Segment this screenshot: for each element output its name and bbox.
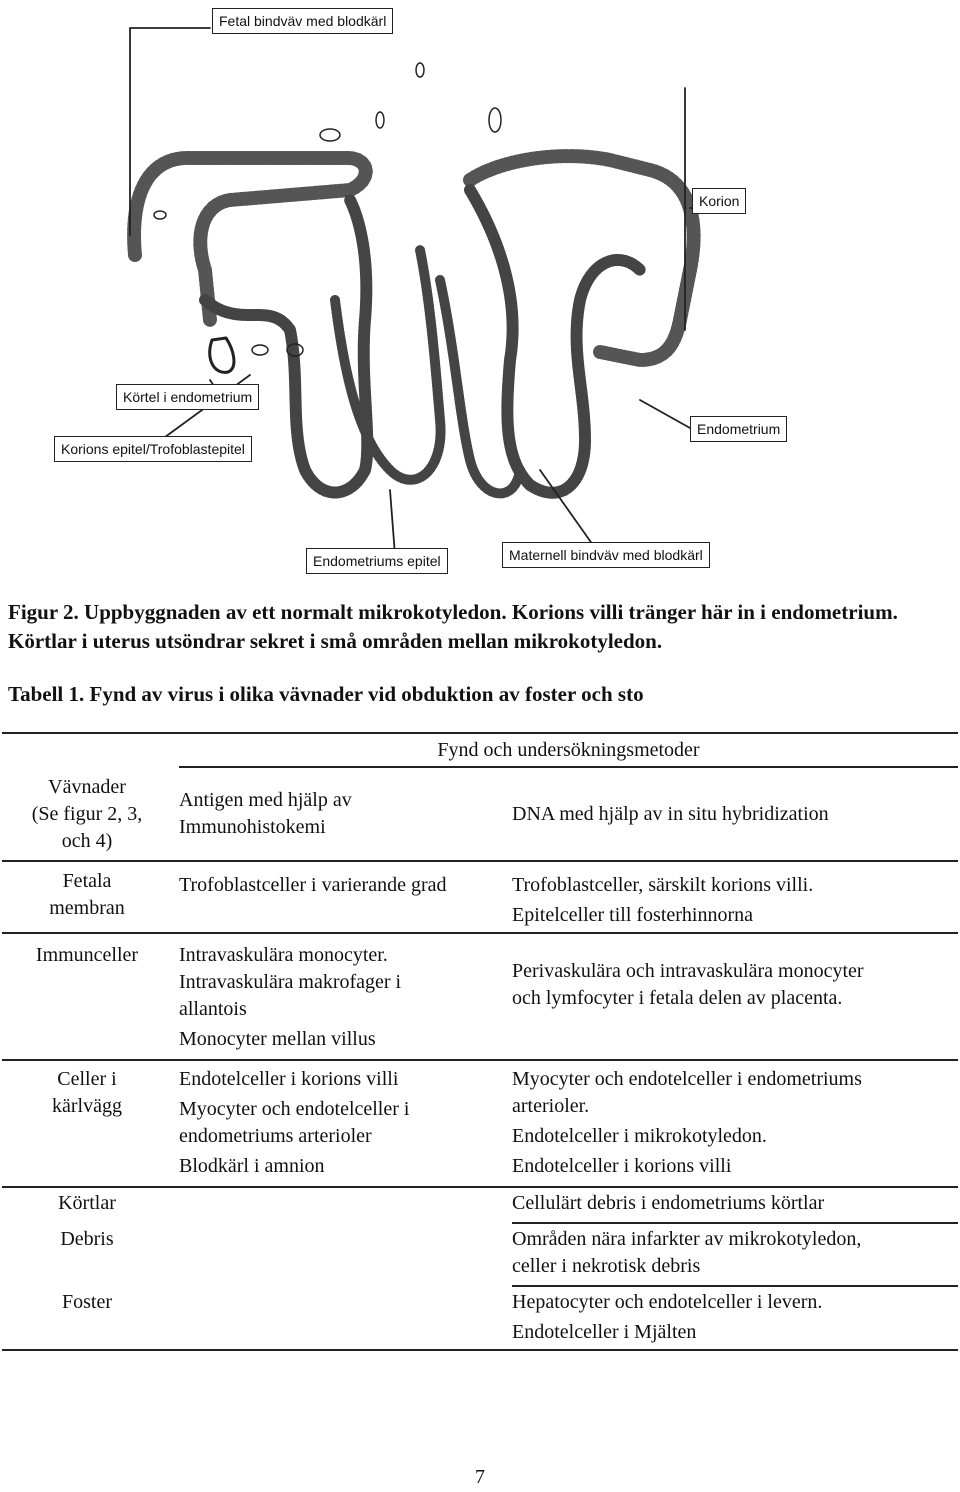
chorion-epithelium-left <box>134 158 366 320</box>
rule-row <box>2 932 958 934</box>
label-chorion: Korion <box>692 188 746 214</box>
page-number: 7 <box>475 1466 485 1488</box>
microcotyledon-figure <box>0 0 960 585</box>
label-endometrium-epithelium: Endometriums epitel <box>306 548 448 574</box>
row-tissue: Foster <box>62 1291 112 1313</box>
row-tissue: Celler i kärlvägg <box>52 1068 122 1117</box>
row-tissue: Debris <box>60 1228 114 1250</box>
microcotyledon-drawing <box>0 0 960 585</box>
header-dna: DNA med hjälp av in situ hybridization <box>512 803 829 825</box>
row-antigen: Intravaskulära monocyter. Intravaskulära makrofager i allantois Monocyter mellan villus <box>179 944 402 1050</box>
row-dna: Myocyter och endotelceller i endometriums arterioler. Endotelceller i mikrokotyledon. Endotelceller i korions villi <box>512 1068 862 1177</box>
label-chorion-epithelium: Korions epitel/Trofoblastepitel <box>54 436 252 462</box>
figure-caption: Figur 2. Uppbyggnaden av ett normalt mikrokotyledon. Korions villi tränger här in i endometrium. Körtlar i uterus utsöndrar sekret i små områden mellan mikrokotyledon. <box>8 600 898 653</box>
header-antigen: Antigen med hjälp av Immunohistokemi <box>179 789 352 838</box>
row-tissue: Körtlar <box>58 1192 116 1214</box>
rule-row <box>2 1059 958 1061</box>
label-maternal-connective-tissue: Maternell bindväv med blodkärl <box>502 542 710 568</box>
group-header: Fynd och undersökningsmetoder <box>437 739 700 761</box>
rule-header <box>2 860 958 862</box>
villus-right-1 <box>470 190 640 493</box>
row-dna: Områden nära infarkter av mikrokotyledon, celler i nekrotisk debris <box>512 1228 862 1277</box>
label-endometrium: Endometrium <box>690 416 787 442</box>
header-tissue: Vävnader (Se figur 2, 3, och 4) <box>31 776 143 852</box>
row-antigen: Trofoblastceller i varierande grad <box>179 874 447 896</box>
villus-left-2 <box>335 250 441 480</box>
row-dna: Hepatocyter och endotelceller i levern. Endotelceller i Mjälten <box>512 1291 823 1343</box>
row-dna: Trofoblastceller, särskilt korions villi. Epitelceller till fosterhinnorna <box>512 874 814 926</box>
rule-top <box>2 732 958 734</box>
label-gland-endometrium: Körtel i endometrium <box>116 384 259 410</box>
row-tissue: Immunceller <box>35 944 139 966</box>
rule-row <box>512 1222 958 1224</box>
row-tissue: Fetala membran <box>49 870 125 919</box>
rule-bottom <box>2 1349 958 1351</box>
row-antigen: Endotelceller i korions villi Myocyter och endotelceller i endometriums arterioler Blodkärl i amnion <box>179 1068 410 1177</box>
table-caption: Tabell 1. Fynd av virus i olika vävnader vid obduktion av foster och sto <box>8 682 644 706</box>
gland <box>210 338 234 372</box>
rule-group <box>179 766 958 768</box>
row-dna: Cellulärt debris i endometriums körtlar <box>512 1192 825 1214</box>
rule-row <box>512 1285 958 1287</box>
row-dna: Perivaskulära och intravaskulära monocyter och lymfocyter i fetala delen av placenta. <box>512 960 864 1009</box>
label-fetal-connective-tissue: Fetal bindväv med blodkärl <box>212 8 393 34</box>
rule-row <box>2 1186 958 1188</box>
